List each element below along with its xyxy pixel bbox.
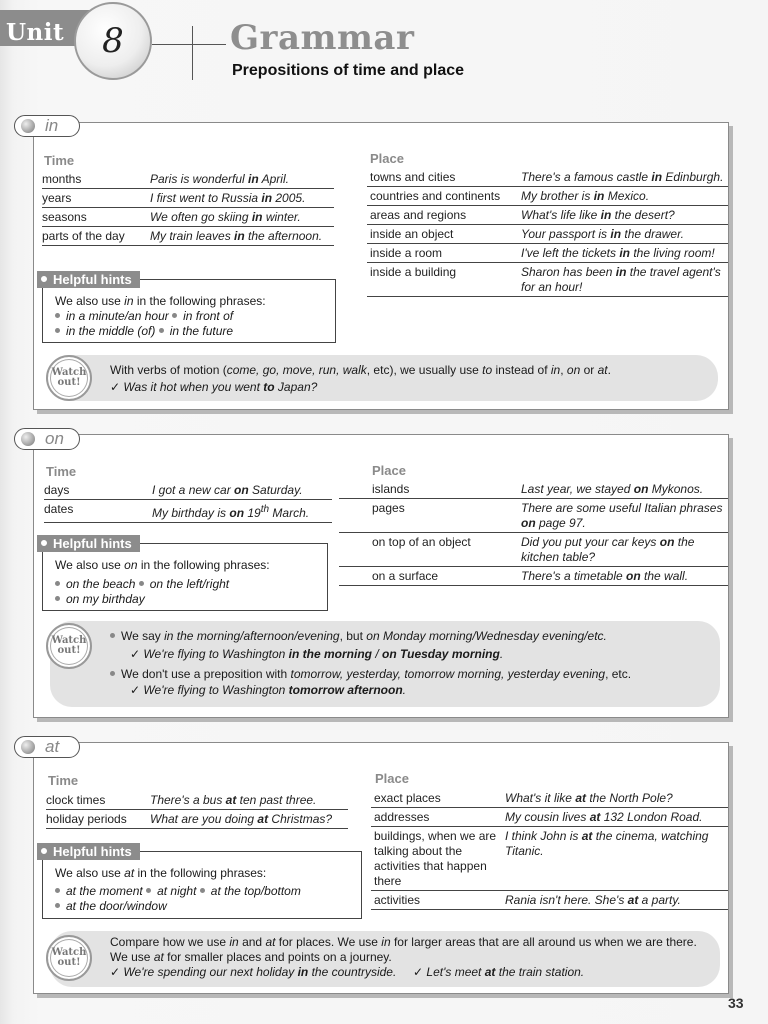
list-item: at the moment at night at the top/bottom	[55, 884, 351, 899]
page-subtitle: Prepositions of time and place	[232, 62, 465, 79]
table-row: inside a room I've left the tickets in the living room!	[367, 244, 728, 263]
watch-out-text: Compare how we use in and at for places. We use in for larger areas that are all around us when we are there. We use at for smaller places and points on a journey. ✓ We're spending our next holiday in the countryside. ✓ Let's meet at the train station.	[110, 935, 697, 979]
hint-dot-icon	[39, 538, 49, 548]
bullet-icon	[55, 581, 60, 586]
check-icon: ✓	[413, 965, 424, 979]
section-label-at: at	[14, 736, 80, 758]
watch-out-text: We say in the morning/afternoon/evening, but on Monday morning/Wednesday evening/etc. ✓ We're flying to Washington in the morning / on Tuesday morning. We don't use a preposition with tomorrow, yesterday, tomorrow morning, yesterday evening, etc. ✓ We're flying to Washington tomorrow afternoon.	[110, 629, 716, 698]
watch-out-icon: Watch out!	[46, 935, 92, 981]
bullet-icon	[159, 328, 164, 333]
table-row: pages There are some useful Italian phrases on page 97.	[339, 499, 728, 533]
section-at	[33, 742, 729, 994]
table-row: seasons We often go skiing in winter.	[42, 208, 334, 227]
bullet-icon	[55, 903, 60, 908]
section-label-on: on	[14, 428, 80, 450]
hints-intro: We also use in in the following phrases:	[55, 294, 266, 308]
section-dot-icon	[21, 740, 35, 754]
table-row: parts of the day My train leaves in the afternoon.	[42, 227, 334, 246]
table-row: towns and cities There's a famous castle in Edinburgh.	[367, 168, 728, 187]
table-row: holiday periods What are you doing at Christmas?	[46, 810, 348, 829]
list-item: on the beach on the left/right	[55, 577, 317, 592]
bullet-icon	[139, 581, 144, 586]
page-title: Grammar	[230, 18, 415, 58]
table-row: activities Rania isn't here. She's at a party.	[371, 890, 728, 910]
watch-out-box	[50, 621, 720, 707]
table-row: addresses My cousin lives at 132 London Road.	[371, 808, 728, 827]
bullet-icon	[55, 313, 60, 318]
time-table	[46, 791, 348, 829]
time-heading: Time	[44, 153, 75, 168]
table-row: islands Last year, we stayed on Mykonos.	[339, 480, 728, 499]
helpful-hints-box	[42, 272, 336, 343]
table-row: buildings, when we are talking about the activities that happen there I think John is at the cinema, watching Titanic.	[374, 829, 709, 888]
time-heading: Time	[46, 464, 77, 479]
bullet-icon	[110, 671, 115, 676]
table-row: dates My birthday is on 19th March.	[44, 500, 332, 523]
list-item: in a minute/an hour in front of	[55, 309, 325, 324]
table-row: inside an object Your passport is in the drawer.	[367, 225, 728, 244]
bullet-icon	[55, 596, 60, 601]
section-dot-icon	[21, 432, 35, 446]
time-table	[44, 481, 332, 523]
watch-out-icon: Watch out!	[46, 623, 92, 669]
check-icon: ✓	[130, 647, 141, 661]
place-table	[367, 168, 728, 297]
watch-out-icon: Watch out!	[46, 355, 92, 401]
section-dot-icon	[21, 119, 35, 133]
bullet-icon	[146, 888, 151, 893]
helpful-hints-tag: Helpful hints	[37, 843, 140, 860]
table-row: months Paris is wonderful in April.	[42, 170, 334, 189]
helpful-hints-box	[42, 536, 328, 611]
place-heading: Place	[372, 463, 406, 478]
section-on	[33, 434, 729, 718]
table-row: countries and continents My brother is in Mexico.	[367, 187, 728, 206]
watch-out-text: With verbs of motion (come, go, move, run, walk, etc), we usually use to instead of in, on or at. ✓ Was it hot when you went to Japan?	[110, 363, 611, 394]
unit-number-badge	[74, 2, 152, 80]
place-table	[339, 480, 728, 586]
helpful-hints-tag: Helpful hints	[37, 535, 140, 552]
time-table	[42, 170, 334, 246]
bullet-icon	[200, 888, 205, 893]
unit-label: Unit	[6, 19, 65, 46]
place-heading: Place	[375, 771, 409, 786]
hints-intro: We also use at in the following phrases:	[55, 866, 267, 880]
time-heading: Time	[48, 773, 79, 788]
page-number: 33	[728, 995, 744, 1011]
place-table	[371, 789, 728, 910]
watch-out-box	[50, 355, 718, 401]
check-icon: ✓	[110, 965, 121, 979]
watch-out-box	[50, 931, 720, 987]
table-row: inside a building Sharon has been in the travel agent's for an hour!	[367, 263, 728, 297]
hint-dot-icon	[39, 846, 49, 856]
helpful-hints-tag: Helpful hints	[37, 271, 140, 288]
list-item: on my birthday	[55, 592, 317, 607]
table-row: on a surface There's a timetable on the wall.	[339, 567, 728, 586]
table-row: clock times There's a bus at ten past three.	[46, 791, 348, 810]
hints-intro: We also use on in the following phrases:	[55, 558, 270, 572]
check-icon: ✓	[130, 683, 141, 697]
check-icon: ✓	[110, 380, 121, 394]
table-row: exact places What's it like at the North Pole?	[371, 789, 728, 808]
bullet-icon	[110, 633, 115, 638]
helpful-hints-box	[42, 844, 362, 919]
list-item: at the door/window	[55, 899, 351, 914]
place-heading: Place	[370, 151, 404, 166]
bullet-icon	[55, 328, 60, 333]
bullet-icon	[172, 313, 177, 318]
header-vertical-rule	[192, 26, 193, 80]
header-rule	[152, 44, 226, 45]
table-row: on top of an object Did you put your car keys on the kitchen table?	[339, 533, 728, 567]
bullet-icon	[55, 888, 60, 893]
list-item: in the middle (of) in the future	[55, 324, 325, 339]
unit-number: 8	[102, 21, 124, 61]
hint-dot-icon	[39, 274, 49, 284]
section-label-in: in	[14, 115, 80, 137]
section-in	[33, 122, 729, 410]
table-row: areas and regions What's life like in the desert?	[367, 206, 728, 225]
table-row: years I first went to Russia in 2005.	[42, 189, 334, 208]
table-row: days I got a new car on Saturday.	[44, 481, 332, 500]
